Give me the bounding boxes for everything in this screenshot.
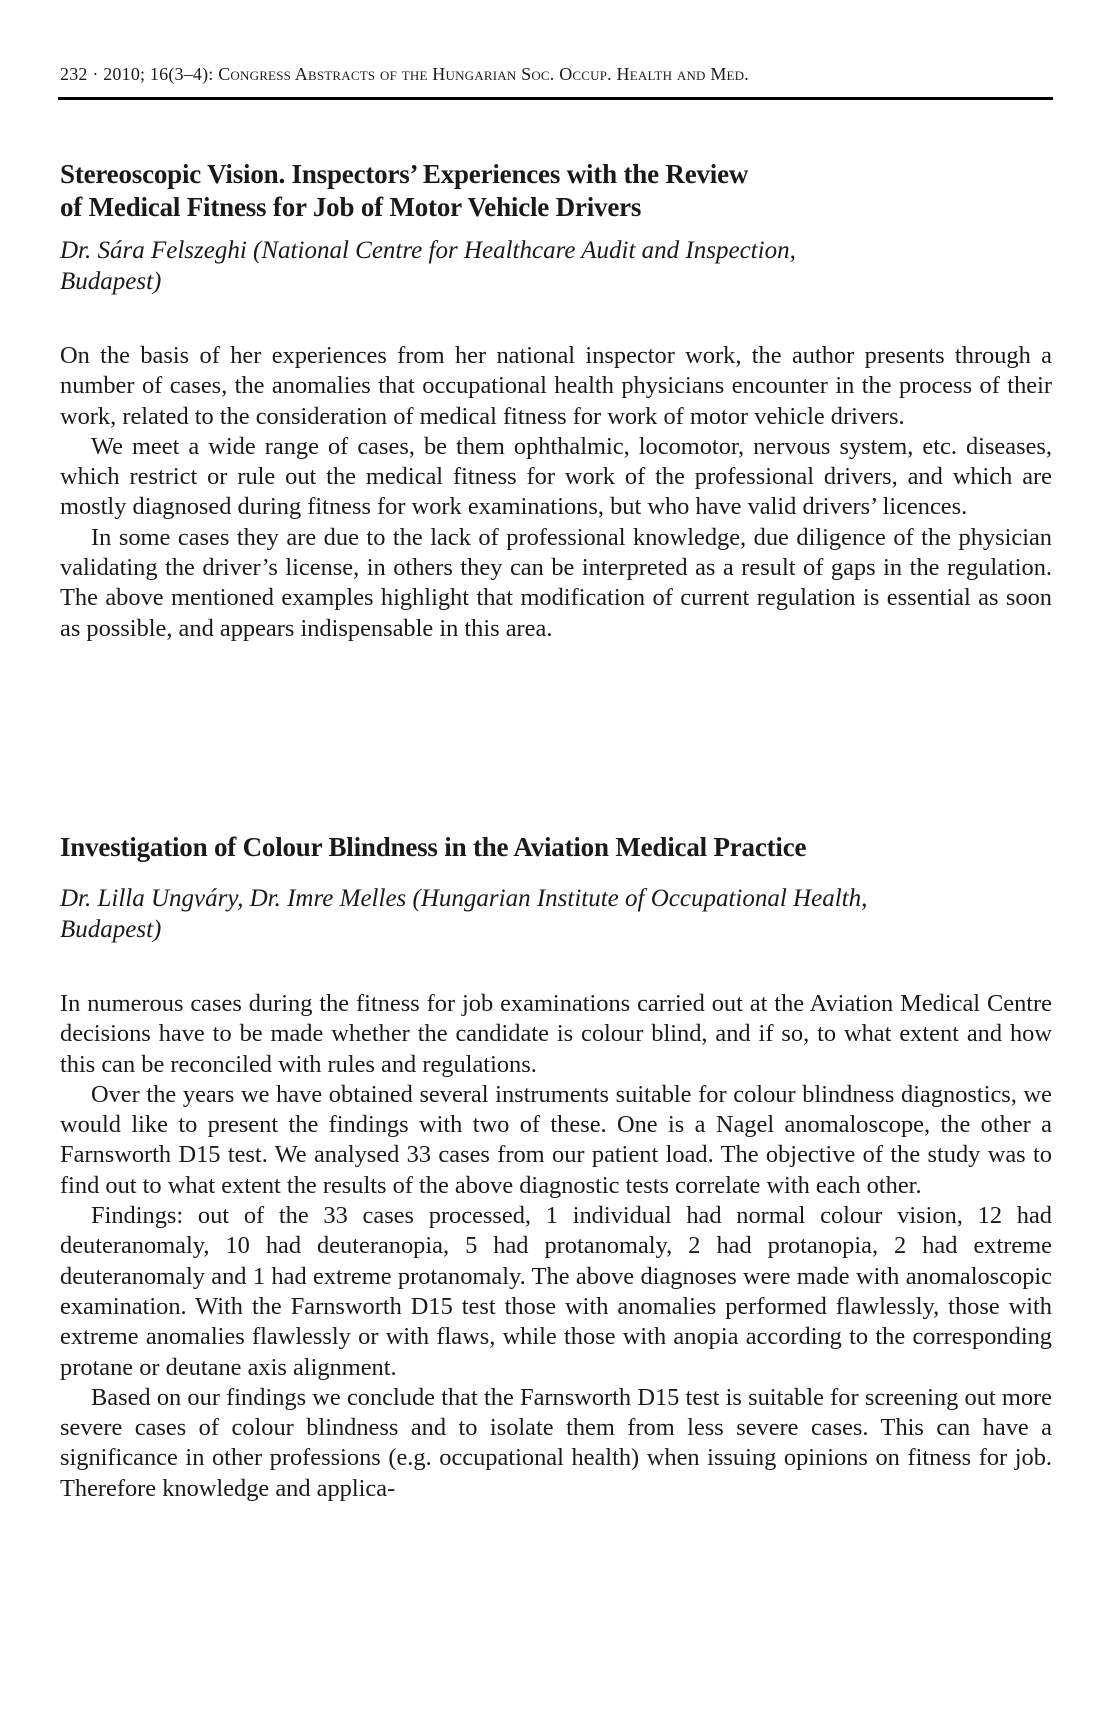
article-body (60, 341, 1052, 644)
running-head (60, 64, 1052, 85)
article-title (60, 831, 1052, 864)
paragraph: On the basis of her experiences from her national inspector work, the author presents through a number of cases, the anomalies that occupational health physicians encounter in the process of their work, related to the consideration of medical fitness for work of motor vehicle drivers. (60, 342, 1052, 430)
paragraph: Findings: out of the 33 cases processed, 1 individual had normal colour vision, 12 had deuteranomaly, 10 had deuteranopia, 5 had protanomaly, 2 had protanopia, 2 had extreme deuteranomaly and 1 had extreme protanomaly. The above diagnoses were made with anomaloscopic examination. With the Farnsworth D15 test those with anomalies performed flawlessly, those with extreme anomalies flawlessly or with flaws, while those with anopia according to the corresponding protane or deutane axis alignment. (60, 1202, 1052, 1381)
paragraph: In numerous cases during the fitness for job examinations carried out at the Aviation Medical Centre decisions have to be made whether the candidate is colour blind, and if so, to what extent and how this can be reconciled with rules and regulations. (60, 990, 1052, 1078)
paragraph: Based on our findings we conclude that the Farnsworth D15 test is suitable for screening out more severe cases of colour blindness and to isolate them from less severe cases. This can have a significance in other professions (e.g. occupational health) when issuing opinions on fitness for job. Therefore knowledge and applica- (60, 1383, 1052, 1502)
authors-line: Dr. Sára Felszeghi (National Centre for Healthcare Audit and Inspection, (60, 237, 796, 264)
article-title (60, 158, 1052, 224)
article-authors (60, 235, 1052, 297)
title-line: Stereoscopic Vision. Inspectors’ Experiences with the Review (60, 159, 749, 189)
journal-name: Congress Abstracts of the Hungarian Soc. Occup. Health and Med. (218, 64, 749, 84)
title-line: Investigation of Colour Blindness in the Aviation Medical Practice (60, 832, 807, 862)
separator: · (92, 64, 99, 84)
paragraph: Over the years we have obtained several instruments suitable for colour blindness diagnostics, we would like to present the findings with two of these. One is a Nagel anomaloscope, the other a Farnsworth D15 test. We analysed 33 cases from our patient load. The objective of the study was to find out to what extent the results of the above diagnostic tests correlate with each other. (60, 1080, 1052, 1199)
header-rule (58, 97, 1053, 100)
title-line: of Medical Fitness for Job of Motor Vehicle Drivers (60, 192, 642, 222)
authors-line: Budapest) (60, 916, 162, 943)
article-authors (60, 883, 1052, 945)
citation: 2010; 16(3–4): (103, 64, 214, 84)
paragraph: In some cases they are due to the lack of professional knowledge, due diligence of the physician validating the driver’s license, in others they can be interpreted as a result of gaps in the regulation. The above mentioned examples highlight that modification of current regulation is essential as soon as possible, and appears indispensable in this area. (60, 523, 1052, 642)
article-body (60, 989, 1052, 1504)
paragraph: We meet a wide range of cases, be them ophthalmic, locomotor, nervous system, etc. diseases, which restrict or rule out the medical fitness for work of the professional drivers, and which are mostly diagnosed during fitness for work examinations, but who have valid drivers’ licences. (60, 432, 1052, 521)
page-number: 232 (60, 64, 88, 84)
authors-line: Dr. Lilla Ungváry, Dr. Imre Melles (Hungarian Institute of Occupational Health, (60, 885, 868, 912)
authors-line: Budapest) (60, 268, 162, 295)
